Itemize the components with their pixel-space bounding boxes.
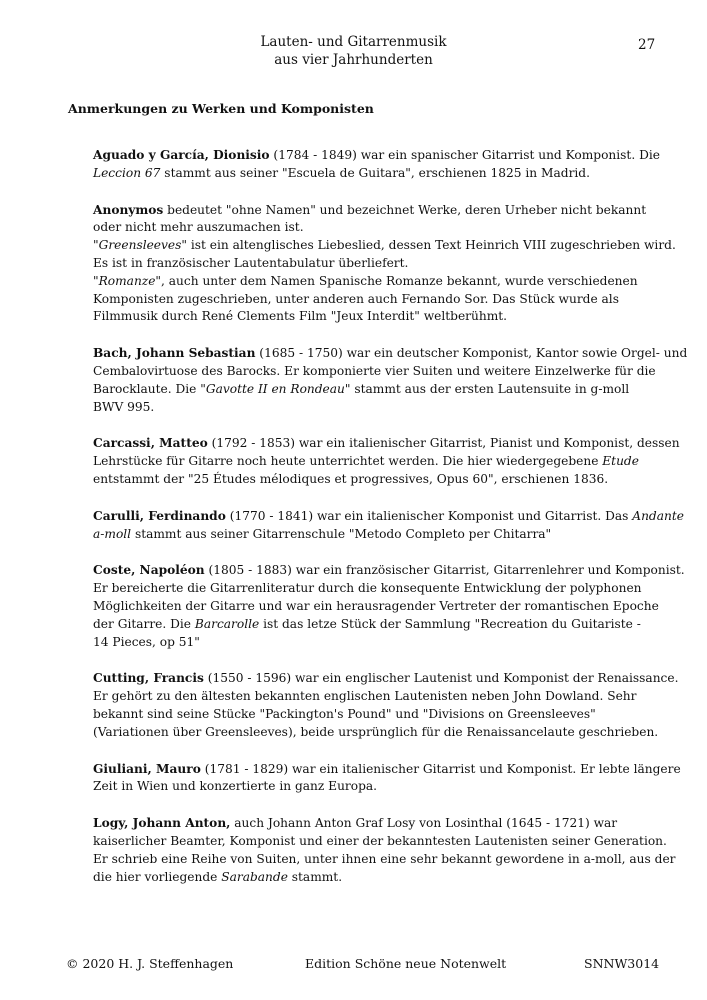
page-header bbox=[0, 33, 707, 69]
work-title: "Romanze" bbox=[93, 273, 162, 288]
entry-text: (1770 - 1841) war ein italienischer Komponist und Gitarrist. Das bbox=[225, 508, 633, 523]
entry-line bbox=[93, 815, 673, 833]
entry-text: Cembalovirtuose des Barocks. Er komponierte vier Suiten und weitere Einzelwerke für die bbox=[93, 363, 656, 378]
entry-line bbox=[93, 869, 673, 887]
section-title: Anmerkungen zu Werken und Komponisten bbox=[68, 101, 374, 116]
entry-line bbox=[93, 471, 673, 489]
entry-line bbox=[93, 580, 673, 598]
composer-name: Anonymos bbox=[93, 202, 164, 217]
entry-line bbox=[93, 381, 673, 399]
entry-text: (1784 - 1849) war ein spanischer Gitarrist und Komponist. Die bbox=[269, 148, 660, 162]
entry-line bbox=[93, 399, 673, 417]
entry-line bbox=[93, 202, 673, 220]
entry-line bbox=[93, 308, 673, 326]
entry-text: die hier vorliegende bbox=[93, 869, 222, 884]
composer-entry bbox=[93, 670, 679, 741]
entry-line bbox=[93, 598, 673, 616]
work-title: Leccion 67 bbox=[93, 165, 161, 180]
entry-text: BWV 995. bbox=[93, 399, 155, 414]
entry-text: Es ist in französischer Lautentabulatur überliefert. bbox=[93, 255, 409, 270]
entry-line bbox=[93, 237, 676, 255]
work-title: a-moll bbox=[93, 526, 132, 541]
composer-entry bbox=[93, 147, 673, 183]
entry-line bbox=[93, 453, 673, 471]
entry-text: bekannt sind seine Stücke "Packington's Pound" und "Divisions on Greensleeves" bbox=[93, 706, 596, 721]
work-title: "Greensleeves" bbox=[93, 238, 187, 253]
entry-text: ist das letze Stück der Sammlung "Recreation du Guitariste - bbox=[259, 616, 641, 631]
header-title-line-2: aus vier Jahrhunderten bbox=[274, 52, 433, 68]
work-title: Etude bbox=[602, 454, 639, 469]
composer-name: Carulli, Ferdinando bbox=[93, 508, 226, 523]
entry-text: stammt. bbox=[287, 869, 343, 884]
entry-text: Zeit in Wien und konzertierte in ganz Europa. bbox=[93, 779, 378, 794]
header-title-line-1: Lauten- und Gitarrenmusik bbox=[260, 34, 447, 50]
entry-line bbox=[93, 634, 673, 652]
entry-line bbox=[93, 706, 673, 724]
entry-text: bedeutet "ohne Namen" und bezeichnet Werke, deren Urheber nicht bekannt bbox=[163, 202, 647, 217]
entry-line bbox=[93, 435, 680, 453]
entry-line bbox=[93, 147, 673, 165]
entry-text: ist ein altenglisches Liebeslied, dessen Text Heinrich VIII zugeschrieben wird. bbox=[186, 238, 676, 253]
entry-line bbox=[93, 688, 673, 706]
composer-name: Giuliani, Mauro bbox=[93, 761, 201, 776]
composer-name: Bach, Johann Sebastian bbox=[93, 346, 256, 361]
entry-line bbox=[93, 778, 673, 796]
entry-text: stammt aus der ersten Lautensuite in g-moll bbox=[350, 381, 630, 396]
work-title: Barcarolle bbox=[194, 616, 260, 631]
composer-name: Carcassi, Matteo bbox=[93, 436, 208, 451]
composer-entry bbox=[93, 562, 685, 651]
entry-text: der Gitarre. Die bbox=[93, 616, 195, 631]
entry-text: (Variationen über Greensleeves), beide ursprünglich für die Renaissancelaute geschrieben. bbox=[93, 724, 659, 739]
entry-text: auch Johann Anton Graf Losy von Losinthal (1645 - 1721) war bbox=[230, 816, 618, 831]
entry-text: Filmmusik durch René Clements Film "Jeux Interdit" weltberühmt. bbox=[93, 309, 508, 324]
entry-text: kaiserlicher Beamter, Komponist und einer der bekanntesten Lautenisten seiner Generation. bbox=[93, 833, 667, 848]
composer-name: Aguado y García, Dionisio bbox=[93, 148, 270, 162]
entry-line bbox=[93, 562, 685, 580]
entry-text: (1550 - 1596) war ein englischer Lautenist und Komponist der Renaissance. bbox=[203, 671, 679, 686]
entry-text: oder nicht mehr auszumachen ist. bbox=[93, 220, 304, 235]
entry-text: (1792 - 1853) war ein italienischer Gitarrist, Pianist und Komponist, dessen bbox=[207, 436, 680, 451]
footer-copyright: © 2020 H. J. Steffenhagen bbox=[66, 956, 234, 971]
entry-line bbox=[93, 724, 673, 742]
composer-name: Cutting, Francis bbox=[93, 671, 204, 686]
entry-text: (1685 - 1750) war ein deutscher Komponist, Kantor sowie Orgel- und bbox=[255, 346, 688, 361]
entry-line bbox=[93, 833, 673, 851]
entry-line bbox=[93, 255, 673, 273]
entry-line bbox=[93, 508, 684, 526]
entry-line bbox=[93, 291, 673, 309]
composer-name: Logy, Johann Anton, bbox=[93, 816, 231, 831]
work-title: Andante bbox=[632, 508, 684, 523]
footer-code: SNNW3014 bbox=[584, 956, 660, 971]
entry-text: entstammt der "25 Études mélodiques et progressives, Opus 60", erschienen 1836. bbox=[93, 471, 609, 486]
composer-entry bbox=[93, 435, 680, 488]
entry-text: Er bereicherte die Gitarrenliteratur durch die konsequente Entwicklung der polyphonen bbox=[93, 581, 642, 596]
entry-text: Lehrstücke für Gitarre noch heute unterrichtet werden. Die hier wiedergegebene bbox=[93, 454, 603, 469]
entry-line bbox=[93, 345, 688, 363]
entry-text: stammt aus seiner Gitarrenschule "Metodo Completo per Chitarra" bbox=[131, 526, 552, 541]
work-title: Sarabande bbox=[221, 869, 288, 884]
entry-line bbox=[93, 526, 673, 544]
entry-text: , auch unter dem Namen Spanische Romanze bekannt, wurde verschiedenen bbox=[161, 273, 638, 288]
entry-text: Komponisten zugeschrieben, unter anderen auch Fernando Sor. Das Stück wurde als bbox=[93, 291, 619, 306]
entry-line bbox=[93, 219, 673, 237]
composer-entry bbox=[93, 345, 688, 416]
entry-text: Möglichkeiten der Gitarre und war ein herausragender Vertreter der romantischen Epoche bbox=[93, 598, 659, 613]
entry-text: Er schrieb eine Reihe von Suiten, unter ihnen eine sehr bekannt gewordene in a-moll, aus der bbox=[93, 851, 676, 866]
entry-text: 14 Pieces, op 51" bbox=[93, 634, 200, 649]
composer-entry bbox=[93, 815, 676, 886]
entry-text: (1805 - 1883) war ein französischer Gitarrist, Gitarrenlehrer und Komponist. bbox=[204, 563, 685, 578]
entry-line bbox=[93, 363, 673, 381]
entry-line bbox=[93, 165, 673, 183]
entry-line bbox=[93, 670, 679, 688]
entry-line bbox=[93, 761, 681, 779]
composer-name: Coste, Napoléon bbox=[93, 563, 205, 578]
entry-text: Barocklaute. Die " bbox=[93, 381, 206, 396]
entry-line bbox=[93, 851, 676, 869]
composer-entry bbox=[93, 202, 676, 327]
composer-notes bbox=[93, 147, 688, 905]
entry-text: (1781 - 1829) war ein italienischer Gitarrist und Komponist. Er lebte längere bbox=[200, 761, 681, 776]
page-number: 27 bbox=[638, 37, 656, 53]
footer-publisher: Edition Schöne neue Notenwelt bbox=[305, 956, 507, 971]
entry-text: stammt aus seiner "Escuela de Guitara", erschienen 1825 in Madrid. bbox=[160, 165, 590, 180]
entry-line bbox=[93, 273, 673, 291]
entry-line bbox=[93, 616, 673, 634]
work-title: Gavotte II en Rondeau" bbox=[205, 381, 351, 396]
composer-entry bbox=[93, 761, 681, 797]
entry-text: Er gehört zu den ältesten bekannten englischen Lautenisten neben John Dowland. Sehr bbox=[93, 689, 637, 704]
composer-entry bbox=[93, 508, 684, 544]
